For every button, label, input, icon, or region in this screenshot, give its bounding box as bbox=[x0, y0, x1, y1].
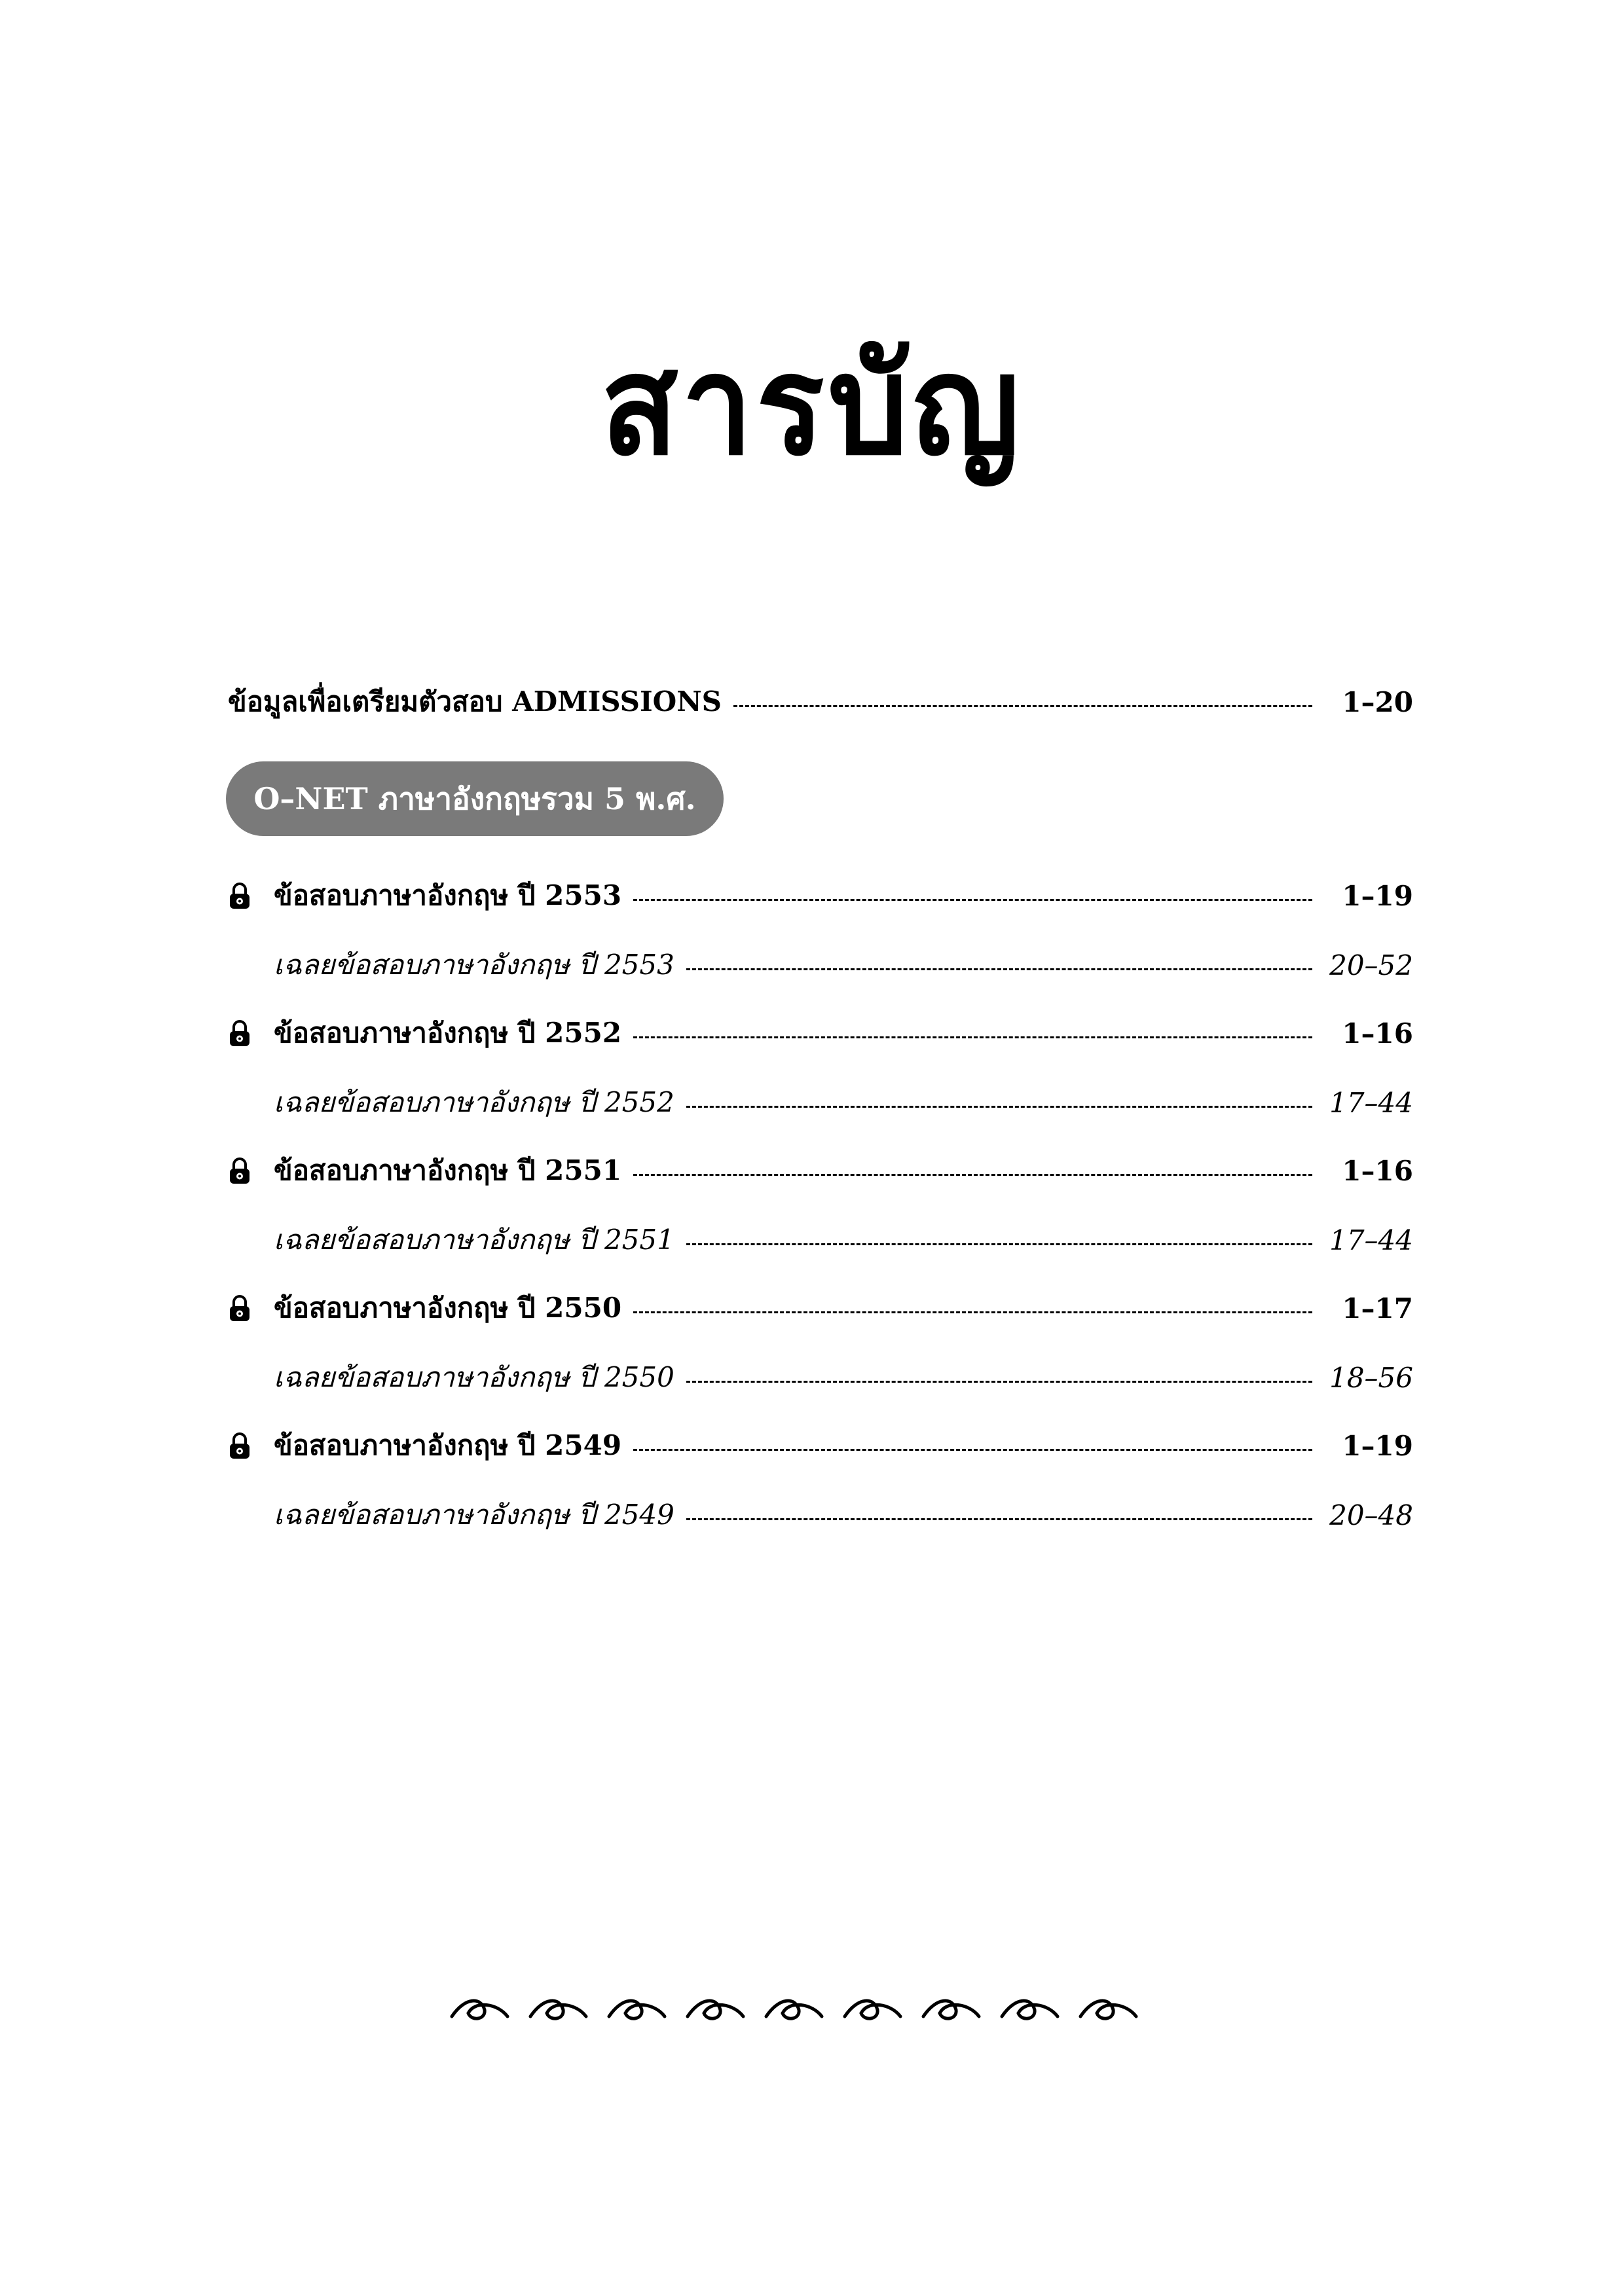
toc-label: ข้อสอบภาษาอังกฤษ ปี 2551 bbox=[274, 1154, 622, 1186]
dotted-leader bbox=[633, 1174, 1312, 1176]
toc-label: เฉลยข้อสอบภาษาอังกฤษ ปี 2552 bbox=[274, 1086, 674, 1118]
toc-pages: 20–48 bbox=[1329, 1499, 1413, 1531]
dotted-leader bbox=[633, 899, 1312, 901]
section-header-pill bbox=[226, 761, 724, 836]
dotted-leader bbox=[633, 1311, 1312, 1313]
page-title: สารบัญ bbox=[600, 325, 1024, 486]
toc-label: เฉลยข้อสอบภาษาอังกฤษ ปี 2551 bbox=[274, 1224, 674, 1256]
toc-label: เฉลยข้อสอบภาษาอังกฤษ ปี 2549 bbox=[274, 1499, 674, 1531]
toc-label: ข้อมูลเพื่อเตรียมตัวสอบ ADMISSIONS bbox=[228, 685, 722, 718]
dotted-leader bbox=[633, 1449, 1312, 1451]
toc-row-exam-2550[interactable] bbox=[228, 1282, 1413, 1334]
toc-pages: 17–44 bbox=[1329, 1086, 1413, 1119]
toc-row-answer-2549[interactable] bbox=[228, 1489, 1413, 1541]
decorative-ornament bbox=[445, 1990, 1166, 2030]
dotted-leader bbox=[733, 705, 1312, 707]
toc-pages: 18–56 bbox=[1329, 1361, 1413, 1394]
toc-label: ข้อสอบภาษาอังกฤษ ปี 2552 bbox=[274, 1017, 622, 1049]
dotted-leader bbox=[686, 1381, 1312, 1383]
dotted-leader bbox=[686, 1106, 1312, 1108]
toc-pages: 17–44 bbox=[1329, 1224, 1413, 1256]
toc-label: เฉลยข้อสอบภาษาอังกฤษ ปี 2550 bbox=[274, 1361, 674, 1393]
toc-pages: 1–20 bbox=[1342, 685, 1413, 718]
section-label: O–NET ภาษาอังกฤษรวม 5 พ.ศ. bbox=[253, 780, 696, 816]
toc-label: เฉลยข้อสอบภาษาอังกฤษ ปี 2553 bbox=[274, 949, 674, 981]
dotted-leader bbox=[686, 1243, 1312, 1245]
toc-pages: 1–17 bbox=[1342, 1292, 1413, 1324]
toc-row-answer-2551[interactable] bbox=[228, 1214, 1413, 1266]
toc-row-exam-2553[interactable] bbox=[228, 869, 1413, 922]
lock-icon bbox=[228, 1294, 274, 1322]
lock-icon bbox=[228, 1431, 274, 1460]
toc-row-answer-2550[interactable] bbox=[228, 1351, 1413, 1404]
toc-label: ข้อสอบภาษาอังกฤษ ปี 2549 bbox=[274, 1429, 622, 1461]
dotted-leader bbox=[633, 1036, 1312, 1038]
toc-label: ข้อสอบภาษาอังกฤษ ปี 2553 bbox=[274, 879, 622, 911]
toc-pages: 1–16 bbox=[1342, 1017, 1413, 1049]
dotted-leader bbox=[686, 968, 1312, 970]
toc-pages: 20–52 bbox=[1329, 949, 1413, 981]
toc-pages: 1–16 bbox=[1342, 1154, 1413, 1187]
lock-icon bbox=[228, 1156, 274, 1185]
toc-row-intro[interactable] bbox=[228, 676, 1413, 728]
toc-row-exam-2551[interactable] bbox=[228, 1144, 1413, 1197]
toc-pages: 1–19 bbox=[1342, 1429, 1413, 1462]
toc-label: ข้อสอบภาษาอังกฤษ ปี 2550 bbox=[274, 1292, 622, 1324]
toc-row-exam-2552[interactable] bbox=[228, 1007, 1413, 1059]
dotted-leader bbox=[686, 1518, 1312, 1520]
toc-row-exam-2549[interactable] bbox=[228, 1419, 1413, 1472]
lock-icon bbox=[228, 1019, 274, 1048]
toc-pages: 1–19 bbox=[1342, 879, 1413, 912]
toc-row-answer-2552[interactable] bbox=[228, 1076, 1413, 1129]
lock-icon bbox=[228, 881, 274, 910]
toc-row-answer-2553[interactable] bbox=[228, 939, 1413, 991]
